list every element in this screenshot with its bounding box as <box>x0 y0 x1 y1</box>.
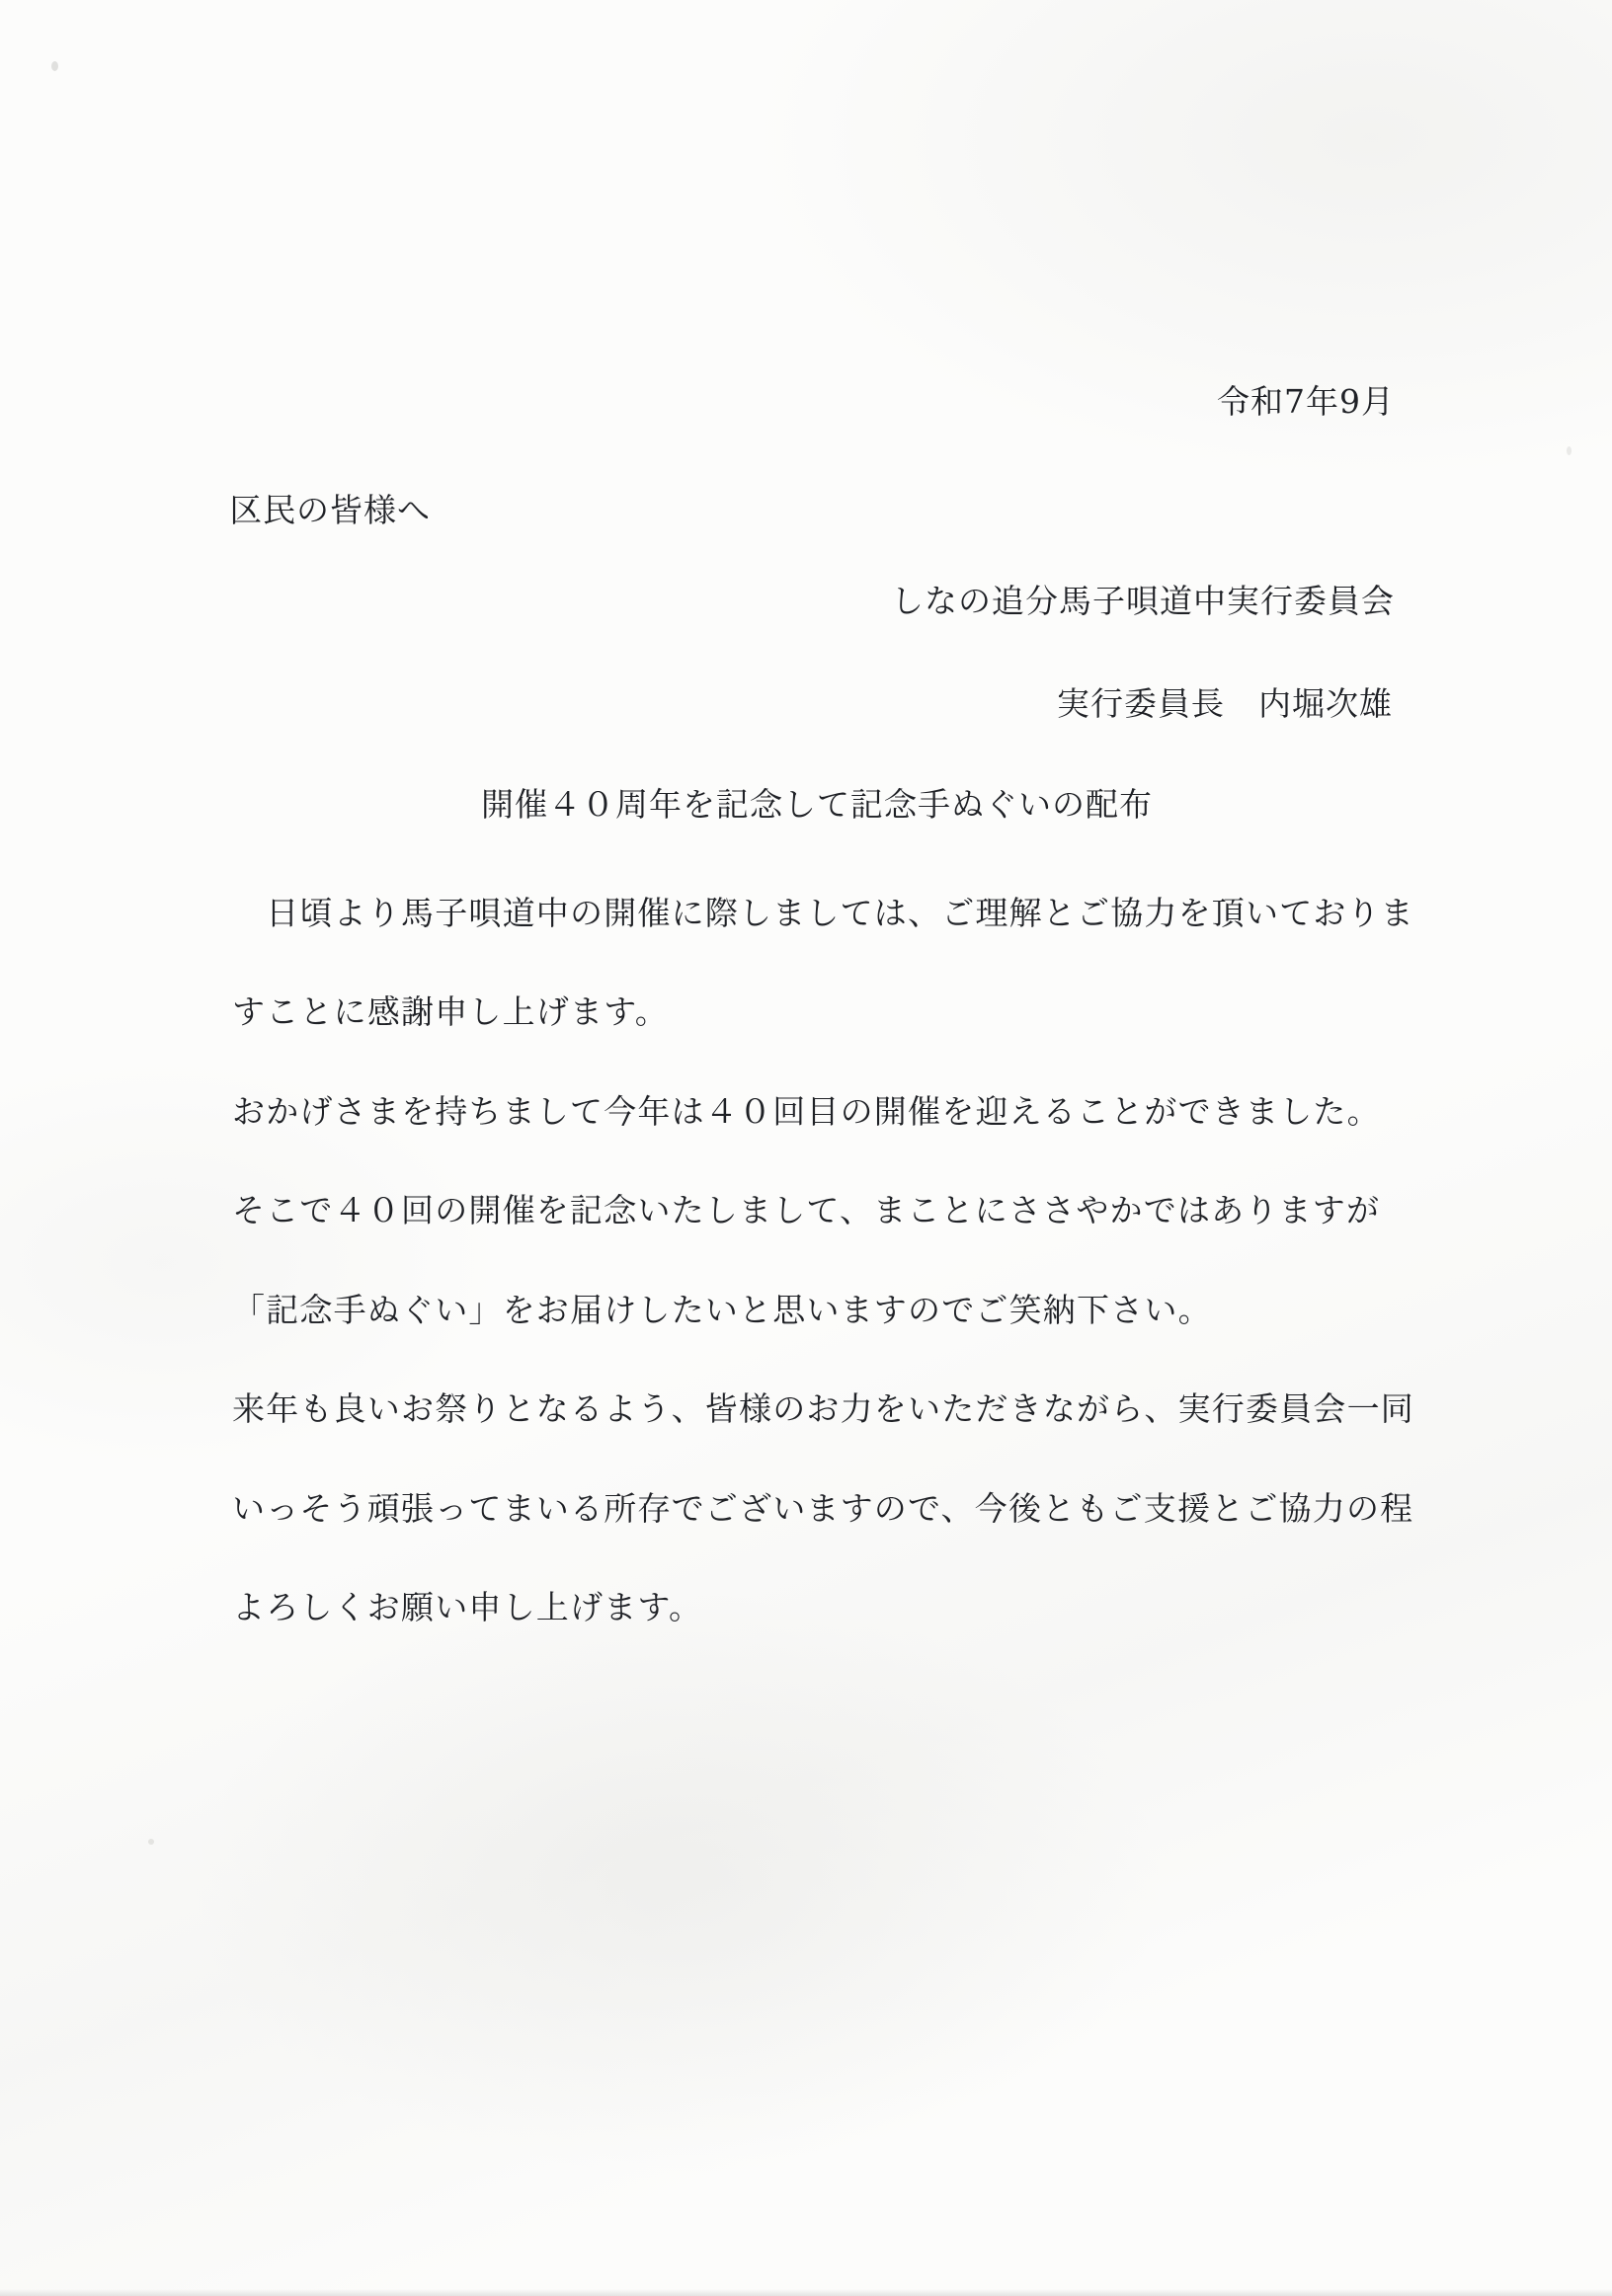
letter-body-line: よろしくお願い申し上げます。 <box>232 1588 703 1627</box>
letter-body-line: そこで４０回の開催を記念いたしまして、まことにささやかではありますが <box>232 1191 1381 1230</box>
letter-body <box>232 861 1454 1655</box>
letter-body-line: 「記念手ぬぐい」をお届けしたいと思いますのでご笑納下さい。 <box>232 1290 1212 1329</box>
letter-body-line: 日頃より馬子唄道中の開催に際しましては、ご理解とご協力を頂いておりま <box>232 893 1414 932</box>
scan-speck <box>1567 446 1572 455</box>
scan-speck <box>148 1839 154 1845</box>
letter-recipient: 区民の皆様へ <box>229 491 431 529</box>
letter-sender-chairman: 実行委員長 内堀次雄 <box>1057 684 1393 723</box>
letter-body-line: おかげさまを持ちまして今年は４０回目の開催を迎えることができました。 <box>232 1091 1381 1131</box>
letter-body-line: すことに感謝申し上げます。 <box>232 992 669 1032</box>
letter-body-line: 来年も良いお祭りとなるよう、皆様のお力をいただきながら、実行委員会一同 <box>232 1389 1414 1429</box>
letter-subject-title: 開催４０周年を記念して記念手ぬぐいの配布 <box>481 785 1153 824</box>
letter-sender-organization: しなの追分馬子唄道中実行委員会 <box>891 582 1395 620</box>
letter-date: 令和7年9月 <box>1217 382 1395 421</box>
scan-speck <box>51 61 58 71</box>
letter-body-line: いっそう頑張ってまいる所存でございますので、今後ともご支援とご協力の程 <box>232 1488 1414 1528</box>
